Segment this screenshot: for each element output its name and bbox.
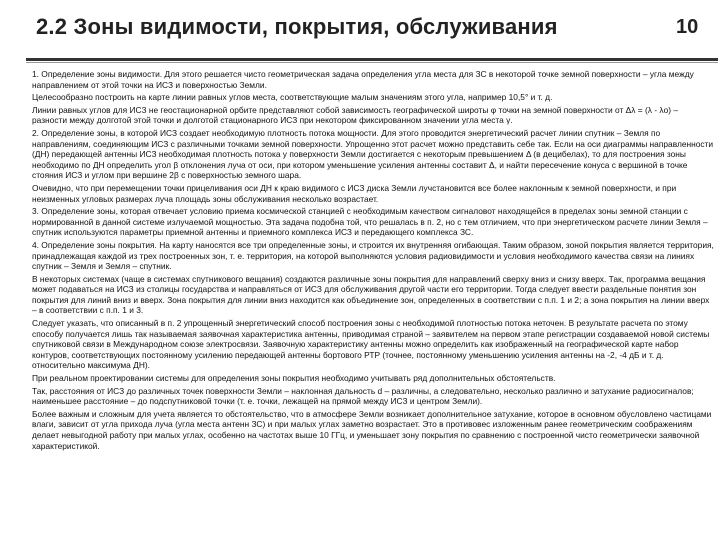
paragraph-atmospheric-attenuation: Более важным и сложным для учета является то обстоятельство, что в атмосфере Земли возникает дополнительное затухание, которое в основном обусловлено частицами влаги, зависит от угла прихода луча (угла места антенн ЗС) и при малых углах заметно возрастает. Это в противовес изложенным ранее геометрическим соображениям делает невыгодной работу при малых углах, особенно на частотах выше 10 ГГц, и уменьшает зону покрытия по сравнению с построенной чисто геометрически заявочной характеристикой. (32, 408, 712, 451)
paragraph-antenna-characteristic: Следует указать, что описанный в п. 2 упрощенный энергетический способ построения зоны с необходимой плотностью потока неточен. В результате расчета по этому способу получается лишь так называемая заявочная характеристика антенны, приводимая страной – заявителем на первом этапе регистрации создаваемой новой системы спутниковой связи в Международном союзе электросвязи. Заявочную характеристику антенны можно определить как изображенный на географической карте набор контуров, соответствующих постоянному усилению передающей антенны бортового РТР (точнее, постоянному уменьшению усиления антенны на -2, -4 дБ и т. д. относительно максимума ДН). (32, 318, 710, 371)
page-number: 10 (676, 16, 699, 38)
paragraph-slant-range: Так, расстояния от ИСЗ до различных точек поверхности Земли – наклонная дальность d – различны, а следовательно, несколько различно и затухание радиосигналов; наименьшее расстояние – до подспутниковой точки (т. е. точки, лежащей на прямой между ИСЗ и центром Земли). (32, 385, 694, 407)
paragraph-reception-zone: 3. Определение зоны, которая отвечает условию приема космической станцией с необходимым качеством сигналовот находящейся в пределах зоны земной станции с нормированной в данной системе излучаемой мощностью. Эта задача подобна той, что решалась в п. 2, но с тем отличием, что при энергетическом расчете линии Земля – спутник используются параметры приемной антенны и приемного комплекса ИСЗ и передающего комплекса ЗС. (32, 206, 708, 238)
paragraph-visibility-zone: 1. Определение зоны видимости. Для этого решается чисто геометрическая задача определения угла места для ЗС в некоторой точке земной поверхности – угла между направлением от этой точки на ИСЗ и поверхностью Земли. (32, 69, 694, 90)
title-divider-thin (26, 62, 718, 63)
body-text (32, 69, 714, 453)
paragraph-up-down-zones: В некоторых системах (чаще в системах спутникового вещания) создаются различные зоны покрытия для направлений сверху вниз и снизу вверх. Так, программа вещания может подаваться на ИСЗ из столицы государства и направляться от ИСЗ для обслуживания другой части его территории. Тогда следует ввести раздельные понятия зон покрытия для линий вниз и вверх. Зона покрытия для линии вниз находится как объединение зон, определенных в соответствии с п.п. 1 и 2; а зона покрытия на линии вверх – в соответствии с п.п. 1 и 3. (32, 273, 710, 316)
paragraph-equal-angle-lines: Целесообразно построить на карте линии равных углов места, соответствующие малым значениям этого угла, например 10,5° и т. д. (32, 92, 553, 103)
paragraph-power-flux-zone: 2. Определение зоны, в которой ИСЗ создает необходимую плотность потока мощности. Для этого проводится энергетический расчет линии спутник – Земля по направлениям, соединяющим ИСЗ с различными точками земной поверхности. Упрощенно этот расчет можно представить себе так. Если на оси диаграммы направленности (ДН) передающей антенны ИСЗ необходимая плотность потока у поверхности Земли достигается с некоторым превышением Δ (в децибелах), то для построения зоны необходимо по ДН определить угол β отклонения луча от оси, при котором уменьшение усиления антенны составит Δ, и найти пересечение конуса с вершиной в точке стояния ИСЗ и углом при вершине 2β с поверхностью земного шара. (32, 127, 714, 181)
paragraph-beam-inclination: Очевидно, что при перемещении точки прицеливания оси ДН к краю видимого с ИСЗ диска Земли лучстановится все более наклонным к земной поверхности, и при неизменных угловых размерах луча площадь зоны обслуживания несколько возрастает. (32, 182, 677, 204)
paragraph-latitude-dependency: Линии равных углов для ИСЗ не геостационарной орбите представляют собой зависимость географической широты φ точки на земной поверхности от Δλ = (λ - λо) – разности между долготой этой точки и долготой стационарного ИСЗ при некотором фиксированном значении угла места γ. (32, 104, 679, 126)
paragraph-coverage-zone: 4. Определение зоны покрытия. На карту наносятся все три определенные зоны, и строится их внутренняя огибающая. Таким образом, зоной покрытия является территория, принадлежащая каждой из трех построенных зон, т. е. территория, на которой выполняются условия радиовидимости и условия необходимого качества связи на линиях спутник – Земля и Земля – спутник. (32, 239, 714, 272)
paragraph-real-design: При реальном проектировании системы для определения зоны покрытия необходимо учитывать ряд дополнительных обстоятельств. (32, 373, 556, 384)
page-title: 2.2 Зоны видимости, покрытия, обслуживания (36, 14, 558, 39)
title-divider (26, 58, 718, 61)
